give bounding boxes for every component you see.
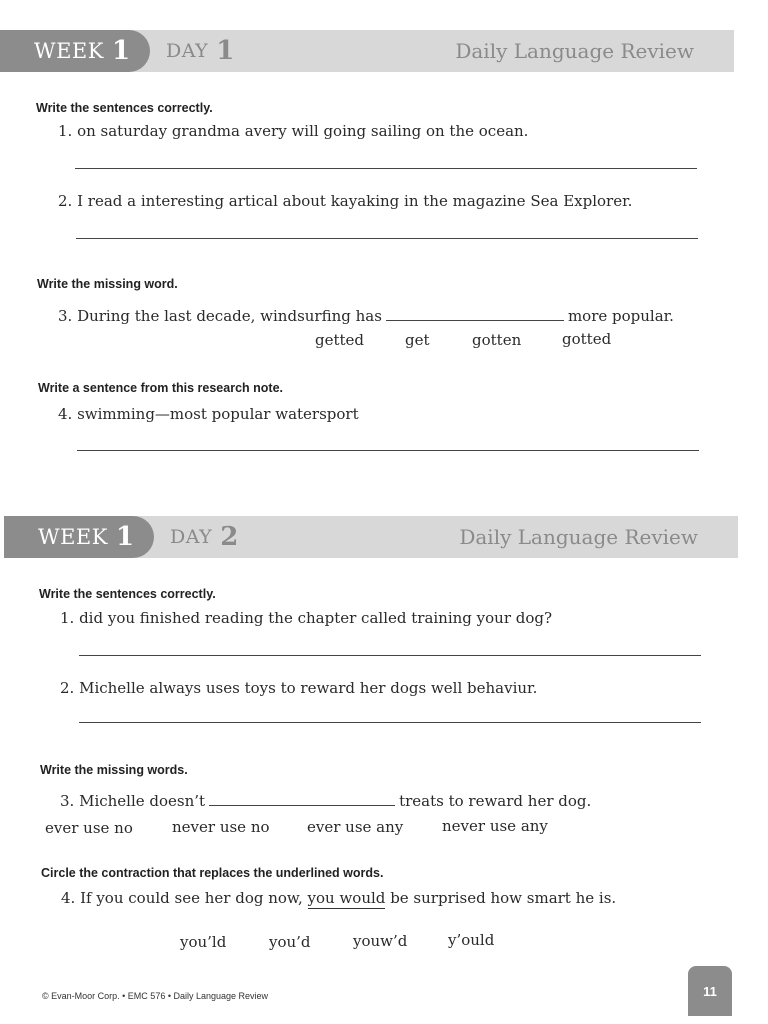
day2-day-word: DAY: [170, 526, 213, 548]
day2-contraction-option-2[interactable]: you’d: [269, 933, 311, 951]
day2-question-3-blank[interactable]: [209, 804, 395, 806]
day2-question-3-start: 3. Michelle doesn’t: [60, 792, 206, 810]
day1-instruction-2: Write the missing word.: [37, 277, 178, 291]
day2-answer-line-1[interactable]: [79, 655, 701, 656]
day2-question-4-underlined: you would: [307, 889, 386, 907]
day1-question-3: [58, 307, 674, 325]
day1-option-1: getted: [315, 331, 365, 349]
day2-instruction-2: Write the missing words.: [40, 763, 188, 777]
day1-instruction-3: Write a sentence from this research note.: [38, 381, 283, 395]
day1-answer-line-1[interactable]: [75, 168, 697, 169]
day2-question-4-end: be surprised how smart he is.: [390, 889, 617, 907]
day1-question-3-end: more popular.: [567, 307, 674, 325]
day2-question-4-start: 4. If you could see her dog now,: [61, 889, 303, 907]
day2-instruction-1: Write the sentences correctly.: [39, 587, 216, 601]
day2-day-number: 2: [220, 522, 239, 552]
day2-contraction-option-1[interactable]: you’ld: [180, 933, 227, 951]
copyright-footer: © Evan-Moor Corp. • EMC 576 • Daily Language Review: [42, 991, 269, 1001]
day2-week-label: WEEK: [38, 525, 108, 549]
day1-day-label: [166, 30, 234, 72]
day1-day-word: DAY: [166, 40, 209, 62]
day2-question-2: 2. Michelle always uses toys to reward her dogs well behaviur.: [60, 679, 538, 697]
day2-review-title: Daily Language Review: [459, 525, 698, 549]
day2-question-3-end: treats to reward her dog.: [399, 792, 592, 810]
day2-day-label: [170, 516, 238, 558]
day2-instruction-3: Circle the contraction that replaces the underlined words.: [41, 866, 384, 880]
day1-question-3-start: 3. During the last decade, windsurfing has: [58, 307, 382, 325]
day1-option-3: gotten: [472, 331, 522, 349]
day2-option-4: never use any: [442, 817, 548, 835]
day1-question-2: 2. I read a interesting artical about kayaking in the magazine Sea Explorer.: [58, 192, 633, 210]
day1-question-1: 1. on saturday grandma avery will going sailing on the ocean.: [58, 122, 529, 140]
day1-day-number: 1: [216, 36, 235, 66]
day1-banner: [0, 30, 734, 72]
day1-week-tab: [0, 30, 150, 72]
day1-option-4: gotted: [562, 330, 612, 348]
page-number: 11: [703, 983, 717, 999]
day1-question-4: 4. swimming—most popular watersport: [58, 405, 359, 423]
day2-answer-line-2[interactable]: [79, 722, 701, 723]
day1-review-title: Daily Language Review: [455, 39, 694, 63]
day2-option-3: ever use any: [307, 818, 404, 836]
day2-week-number: 1: [115, 522, 135, 552]
page-number-badge: [688, 966, 732, 1016]
day1-instruction-1: Write the sentences correctly.: [36, 101, 213, 115]
day2-question-4: [61, 889, 616, 907]
day1-answer-line-4[interactable]: [77, 450, 699, 451]
day2-question-1: 1. did you finished reading the chapter called training your dog?: [60, 609, 553, 627]
day2-banner: [4, 516, 738, 558]
day2-contraction-option-4[interactable]: y’ould: [448, 931, 495, 949]
day1-question-3-blank[interactable]: [386, 319, 564, 321]
day2-contraction-option-3[interactable]: youw’d: [353, 932, 408, 950]
day2-option-2: never use no: [172, 818, 270, 836]
day2-option-1: ever use no: [45, 819, 133, 837]
day2-question-3: [60, 792, 591, 810]
day1-answer-line-2[interactable]: [76, 238, 698, 239]
day2-week-tab: [4, 516, 154, 558]
day1-week-label: WEEK: [34, 39, 104, 63]
day1-week-number: 1: [111, 36, 131, 66]
day1-option-2: get: [405, 331, 430, 349]
